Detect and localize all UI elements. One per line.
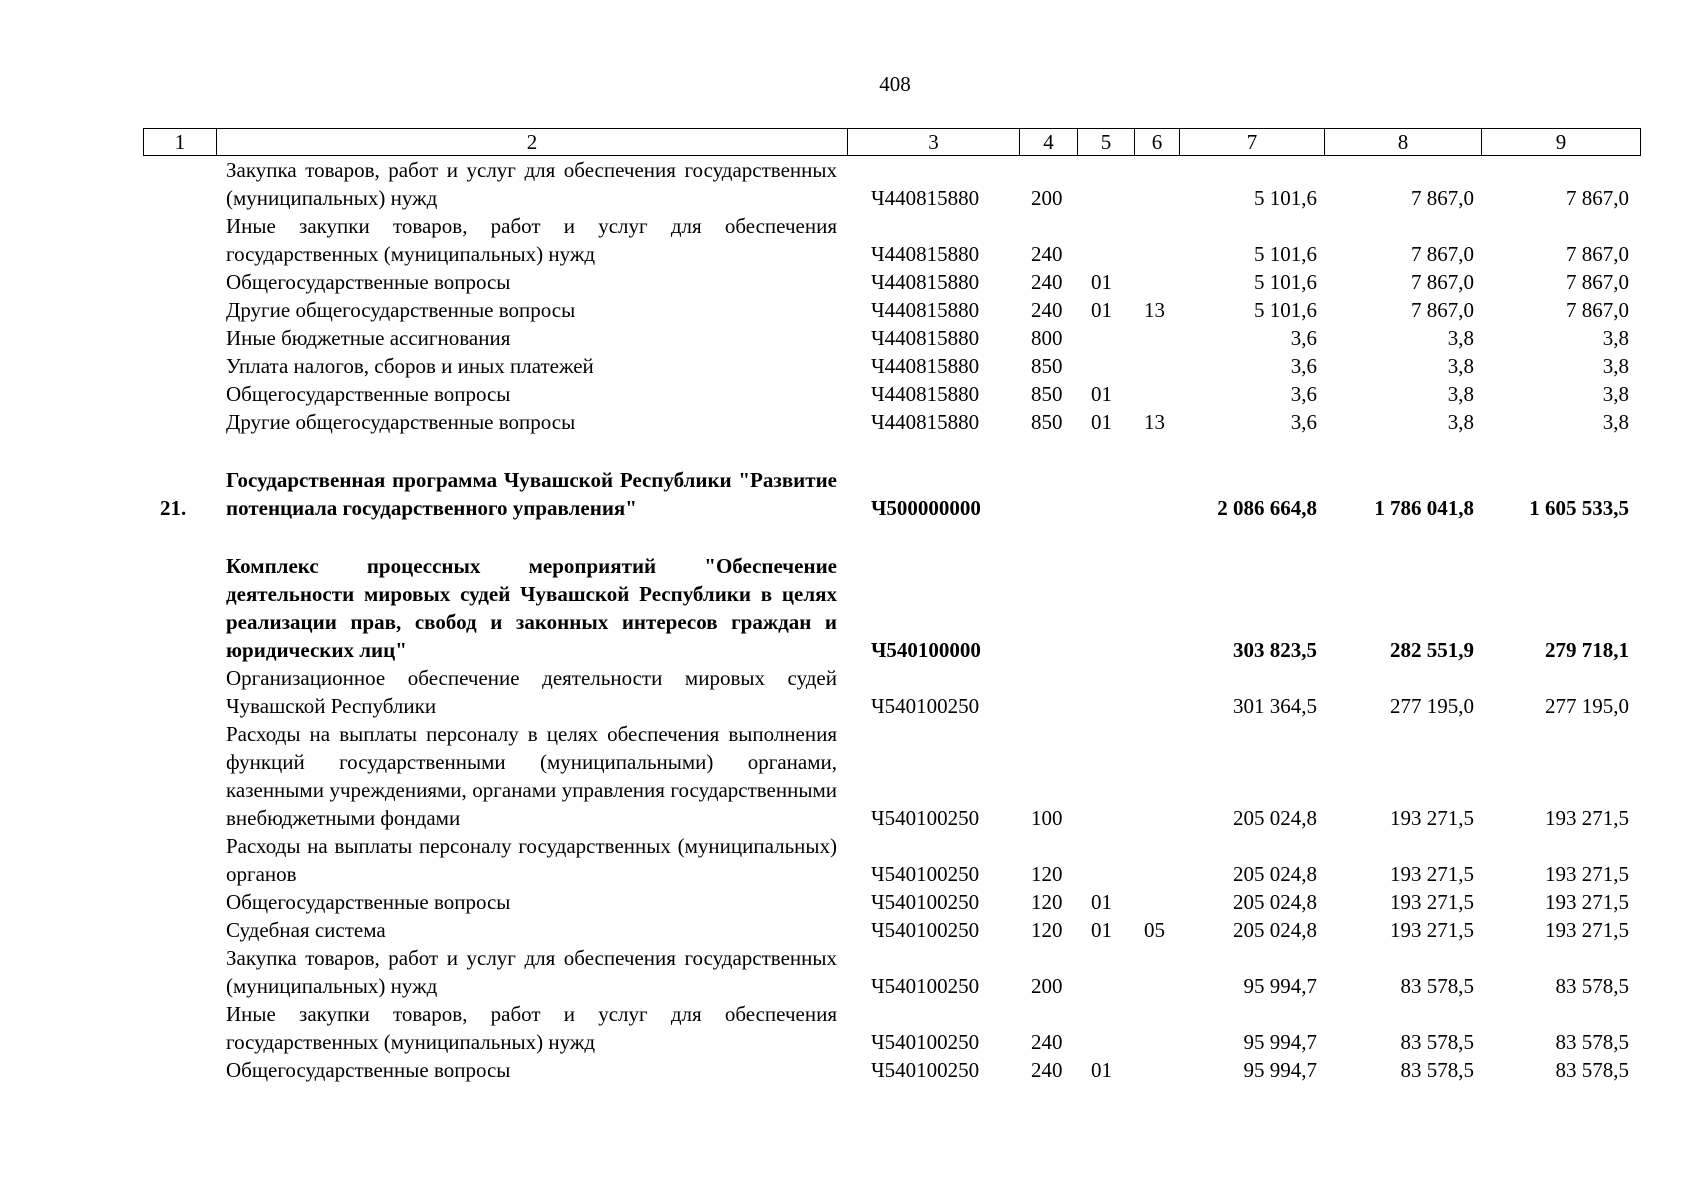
- section-code: [1077, 352, 1134, 380]
- subsection-code: [1134, 944, 1179, 1000]
- row-name: Другие общегосударственные вопросы: [226, 410, 576, 434]
- amount-year-1: 205 024,8: [1233, 918, 1317, 942]
- subsection-code: [1134, 664, 1179, 720]
- amount-year-3: 7 867,0: [1566, 270, 1629, 294]
- target-article-code: Ч440815880: [871, 354, 980, 378]
- table-row: [143, 916, 1640, 944]
- target-article-code: Ч440815880: [871, 410, 980, 434]
- expense-type-code: 100: [1031, 806, 1063, 830]
- table-row: [143, 212, 1640, 268]
- table-row: [143, 268, 1640, 296]
- amount-year-3: 193 271,5: [1545, 806, 1629, 830]
- column-header: 3: [848, 129, 1020, 156]
- amount-year-2: 282 551,9: [1390, 638, 1474, 662]
- target-article-code: Ч540100000: [871, 638, 981, 662]
- column-header: 5: [1078, 129, 1135, 156]
- target-article-code: Ч440815880: [871, 298, 980, 322]
- row-number: [143, 888, 216, 916]
- spacer-cell: [143, 522, 1640, 552]
- target-article-code: Ч440815880: [871, 186, 980, 210]
- amount-year-3: 3,8: [1602, 382, 1629, 406]
- target-article-code: Ч540100250: [871, 890, 980, 914]
- target-article-code: Ч540100250: [871, 1058, 980, 1082]
- amount-year-3: 193 271,5: [1545, 890, 1629, 914]
- row-name: Иные бюджетные ассигнования: [226, 326, 511, 350]
- subsection-code: 05: [1144, 918, 1165, 942]
- expense-type-code: 240: [1031, 270, 1063, 294]
- subsection-code: [1134, 1056, 1179, 1084]
- section-code: 01: [1091, 410, 1112, 434]
- section-code: [1077, 832, 1134, 888]
- row-number: 21.: [160, 496, 187, 520]
- subsection-code: 13: [1144, 298, 1165, 322]
- amount-year-3: 3,8: [1602, 354, 1629, 378]
- amount-year-3: 7 867,0: [1566, 186, 1629, 210]
- amount-year-2: 3,8: [1447, 354, 1474, 378]
- column-header: 6: [1135, 129, 1180, 156]
- column-header: 8: [1325, 129, 1482, 156]
- amount-year-1: 3,6: [1290, 354, 1317, 378]
- amount-year-2: 7 867,0: [1411, 186, 1474, 210]
- table-row: [143, 664, 1640, 720]
- section-code: [1077, 324, 1134, 352]
- expense-type-code: 240: [1031, 1030, 1063, 1054]
- row-name: Закупка товаров, работ и услуг для обеспечения государственных (муниципальных) нужд: [226, 158, 837, 210]
- section-code: [1077, 156, 1134, 212]
- table-row: [143, 408, 1640, 436]
- spacer-cell: [143, 436, 1640, 466]
- target-article-code: Ч440815880: [871, 270, 980, 294]
- section-code: [1077, 944, 1134, 1000]
- expense-type-code: 120: [1031, 918, 1063, 942]
- section-code: 01: [1091, 918, 1112, 942]
- budget-table: [143, 156, 1640, 1084]
- target-article-code: Ч500000000: [871, 496, 981, 520]
- row-name: Комплекс процессных мероприятий "Обеспечение деятельности мировых судей Чувашской Республики в целях реализации прав, свобод и законных интересов граждан и юридических лиц": [226, 554, 837, 662]
- amount-year-3: 83 578,5: [1555, 1030, 1629, 1054]
- table-row: [143, 552, 1640, 664]
- column-header: 4: [1020, 129, 1078, 156]
- section-code: [1077, 664, 1134, 720]
- target-article-code: Ч540100250: [871, 806, 980, 830]
- amount-year-1: 95 994,7: [1243, 1030, 1317, 1054]
- subsection-code: 13: [1144, 410, 1165, 434]
- expense-type-code: [1019, 466, 1077, 522]
- table-row: [143, 832, 1640, 888]
- spacer-row: [143, 522, 1640, 552]
- row-name: Иные закупки товаров, работ и услуг для обеспечения государственных (муниципальных) нужд: [226, 214, 837, 266]
- row-number: [143, 408, 216, 436]
- table-row: [143, 352, 1640, 380]
- column-number-row: [144, 129, 1641, 156]
- amount-year-1: 3,6: [1290, 382, 1317, 406]
- section-code: 01: [1091, 270, 1112, 294]
- table-row: [143, 944, 1640, 1000]
- expense-type-code: [1019, 552, 1077, 664]
- amount-year-1: 205 024,8: [1233, 862, 1317, 886]
- amount-year-2: 193 271,5: [1390, 862, 1474, 886]
- row-name: Государственная программа Чувашской Республики "Развитие потенциала государственного управления": [226, 468, 837, 520]
- amount-year-3: 83 578,5: [1555, 974, 1629, 998]
- section-code: [1077, 720, 1134, 832]
- table-row: [143, 1056, 1640, 1084]
- amount-year-1: 5 101,6: [1254, 270, 1317, 294]
- row-name: Общегосударственные вопросы: [226, 270, 511, 294]
- row-name: Закупка товаров, работ и услуг для обеспечения государственных (муниципальных) нужд: [226, 946, 837, 998]
- subsection-code: [1134, 324, 1179, 352]
- subsection-code: [1134, 212, 1179, 268]
- row-name: Общегосударственные вопросы: [226, 1058, 511, 1082]
- subsection-code: [1134, 268, 1179, 296]
- amount-year-1: 205 024,8: [1233, 806, 1317, 830]
- section-code: 01: [1091, 298, 1112, 322]
- amount-year-2: 277 195,0: [1390, 694, 1474, 718]
- target-article-code: Ч540100250: [871, 862, 980, 886]
- table-row: [143, 720, 1640, 832]
- target-article-code: Ч540100250: [871, 974, 980, 998]
- table-row: [143, 296, 1640, 324]
- expense-type-code: 240: [1031, 1058, 1063, 1082]
- amount-year-3: 193 271,5: [1545, 918, 1629, 942]
- row-number: [143, 1056, 216, 1084]
- amount-year-1: 3,6: [1290, 410, 1317, 434]
- row-name: Расходы на выплаты персоналу государственных (муниципальных) органов: [226, 834, 837, 886]
- row-number: [143, 296, 216, 324]
- subsection-code: [1134, 720, 1179, 832]
- expense-type-code: 850: [1031, 382, 1063, 406]
- amount-year-1: 5 101,6: [1254, 242, 1317, 266]
- table-row: [143, 466, 1640, 522]
- target-article-code: Ч540100250: [871, 694, 980, 718]
- row-number: [143, 156, 216, 212]
- amount-year-2: 7 867,0: [1411, 298, 1474, 322]
- amount-year-2: 83 578,5: [1400, 1058, 1474, 1082]
- amount-year-2: 193 271,5: [1390, 806, 1474, 830]
- expense-type-code: 850: [1031, 410, 1063, 434]
- subsection-code: [1134, 352, 1179, 380]
- amount-year-3: 277 195,0: [1545, 694, 1629, 718]
- amount-year-3: 3,8: [1602, 410, 1629, 434]
- amount-year-3: 7 867,0: [1566, 242, 1629, 266]
- expense-type-code: 120: [1031, 890, 1063, 914]
- column-header: 7: [1180, 129, 1325, 156]
- expense-type-code: [1019, 664, 1077, 720]
- row-number: [143, 324, 216, 352]
- amount-year-1: 95 994,7: [1243, 974, 1317, 998]
- row-number: [143, 720, 216, 832]
- expense-type-code: 240: [1031, 242, 1063, 266]
- row-number: [143, 944, 216, 1000]
- amount-year-3: 279 718,1: [1545, 638, 1629, 662]
- amount-year-3: 1 605 533,5: [1529, 496, 1629, 520]
- amount-year-1: 301 364,5: [1233, 694, 1317, 718]
- amount-year-2: 83 578,5: [1400, 974, 1474, 998]
- amount-year-1: 205 024,8: [1233, 890, 1317, 914]
- row-name: Иные закупки товаров, работ и услуг для обеспечения государственных (муниципальных) нужд: [226, 1002, 837, 1054]
- table-row: [143, 156, 1640, 212]
- amount-year-3: 7 867,0: [1566, 298, 1629, 322]
- section-code: [1077, 552, 1134, 664]
- section-code: 01: [1091, 890, 1112, 914]
- target-article-code: Ч440815880: [871, 242, 980, 266]
- table-row: [143, 888, 1640, 916]
- amount-year-2: 83 578,5: [1400, 1030, 1474, 1054]
- section-code: 01: [1091, 1058, 1112, 1082]
- amount-year-1: 2 086 664,8: [1217, 496, 1317, 520]
- amount-year-1: 3,6: [1290, 326, 1317, 350]
- row-name: Общегосударственные вопросы: [226, 382, 511, 406]
- row-number: [143, 352, 216, 380]
- expense-type-code: 240: [1031, 298, 1063, 322]
- expense-type-code: 120: [1031, 862, 1063, 886]
- amount-year-1: 5 101,6: [1254, 298, 1317, 322]
- section-code: [1077, 466, 1134, 522]
- expense-type-code: 800: [1031, 326, 1063, 350]
- section-code: [1077, 212, 1134, 268]
- row-name: Другие общегосударственные вопросы: [226, 298, 576, 322]
- row-number: [143, 832, 216, 888]
- table-row: [143, 324, 1640, 352]
- amount-year-2: 3,8: [1447, 382, 1474, 406]
- target-article-code: Ч540100250: [871, 1030, 980, 1054]
- subsection-code: [1134, 156, 1179, 212]
- expense-type-code: 200: [1031, 974, 1063, 998]
- row-name: Уплата налогов, сборов и иных платежей: [226, 354, 594, 378]
- amount-year-3: 3,8: [1602, 326, 1629, 350]
- target-article-code: Ч540100250: [871, 918, 980, 942]
- column-header: 1: [144, 129, 217, 156]
- subsection-code: [1134, 380, 1179, 408]
- row-number: [143, 268, 216, 296]
- amount-year-1: 5 101,6: [1254, 186, 1317, 210]
- column-header-table: [143, 128, 1641, 156]
- amount-year-2: 7 867,0: [1411, 270, 1474, 294]
- amount-year-3: 83 578,5: [1555, 1058, 1629, 1082]
- subsection-code: [1134, 466, 1179, 522]
- subsection-code: [1134, 832, 1179, 888]
- page-number: 408: [879, 72, 911, 96]
- amount-year-2: 193 271,5: [1390, 890, 1474, 914]
- row-number: [143, 552, 216, 664]
- spacer-row: [143, 436, 1640, 466]
- target-article-code: Ч440815880: [871, 326, 980, 350]
- amount-year-2: 3,8: [1447, 326, 1474, 350]
- expense-type-code: 850: [1031, 354, 1063, 378]
- row-name: Судебная система: [226, 918, 386, 942]
- subsection-code: [1134, 888, 1179, 916]
- table-row: [143, 1000, 1640, 1056]
- subsection-code: [1134, 1000, 1179, 1056]
- target-article-code: Ч440815880: [871, 382, 980, 406]
- amount-year-3: 193 271,5: [1545, 862, 1629, 886]
- amount-year-2: 1 786 041,8: [1374, 496, 1474, 520]
- amount-year-1: 303 823,5: [1233, 638, 1317, 662]
- column-header: 2: [217, 129, 848, 156]
- row-number: [143, 664, 216, 720]
- row-name: Организационное обеспечение деятельности мировых судей Чувашской Республики: [226, 666, 837, 718]
- expense-type-code: 200: [1031, 186, 1063, 210]
- amount-year-2: 7 867,0: [1411, 242, 1474, 266]
- section-code: 01: [1091, 382, 1112, 406]
- row-number: [143, 380, 216, 408]
- column-header: 9: [1482, 129, 1641, 156]
- row-name: Расходы на выплаты персоналу в целях обеспечения выполнения функций государственными (муниципальными) органами, казенными учреждениями, органами управления государственными внебюджетными фондами: [226, 722, 837, 830]
- row-name: Общегосударственные вопросы: [226, 890, 511, 914]
- amount-year-2: 3,8: [1447, 410, 1474, 434]
- table-row: [143, 380, 1640, 408]
- row-number: [143, 916, 216, 944]
- row-number: [143, 1000, 216, 1056]
- amount-year-2: 193 271,5: [1390, 918, 1474, 942]
- amount-year-1: 95 994,7: [1243, 1058, 1317, 1082]
- row-number: [143, 212, 216, 268]
- section-code: [1077, 1000, 1134, 1056]
- subsection-code: [1134, 552, 1179, 664]
